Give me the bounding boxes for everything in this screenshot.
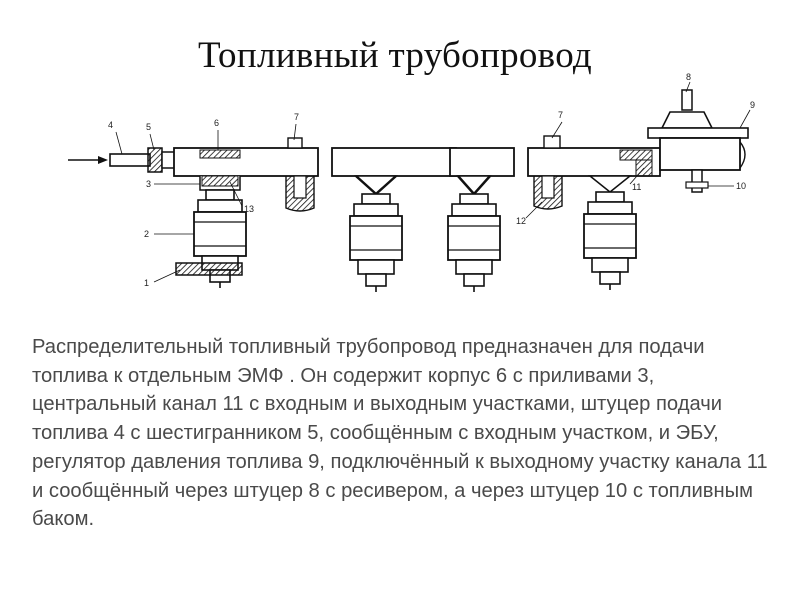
pressure-regulator: [648, 90, 748, 192]
label-2: 2: [144, 229, 150, 239]
label-8: 8: [686, 72, 692, 82]
inlet-arrow: [68, 156, 108, 164]
label-3: 3: [146, 179, 152, 189]
injector-4: [584, 192, 636, 290]
label-7-right: 7: [558, 110, 564, 120]
label-12: 12: [516, 216, 527, 226]
injector-2: [350, 194, 402, 292]
description-text: Распределительный топливный трубопровод предназначен для подачи топлива к отдельным ЭМФ . Он содержит корпус 6 с приливами 3, центральный канал 11 с входным и выходным участками, штуцер подачи топлива 4 с шестигранником 5, сообщённым с входным участком, и ЭБУ, регулятор давления топлива 9, подключённый к выходному участку канала 11 и сообщённый через штуцер 8 с ресивером, а через штуцер 10 с топливным баком.: [32, 336, 768, 531]
injector-3: [448, 194, 500, 292]
label-10: 10: [736, 181, 747, 191]
injector-1-clamp: [176, 263, 242, 275]
fuel-rail-diagram: [50, 72, 780, 304]
label-1: 1: [144, 278, 150, 288]
label-9: 9: [750, 100, 756, 110]
slide-title: Топливный трубопровод: [197, 35, 593, 76]
label-7-left: 7: [294, 112, 300, 122]
label-13: 13: [244, 204, 255, 214]
inlet-fitting: [110, 148, 176, 172]
label-4: 4: [108, 120, 114, 130]
label-6: 6: [214, 118, 220, 128]
label-5: 5: [146, 122, 152, 132]
rail-body-left: [174, 138, 318, 211]
label-11: 11: [632, 182, 642, 192]
fuel-rail-drawing: [50, 72, 780, 304]
rail-body-mid-1: [332, 148, 456, 194]
rail-body-mid-2: [450, 148, 514, 194]
